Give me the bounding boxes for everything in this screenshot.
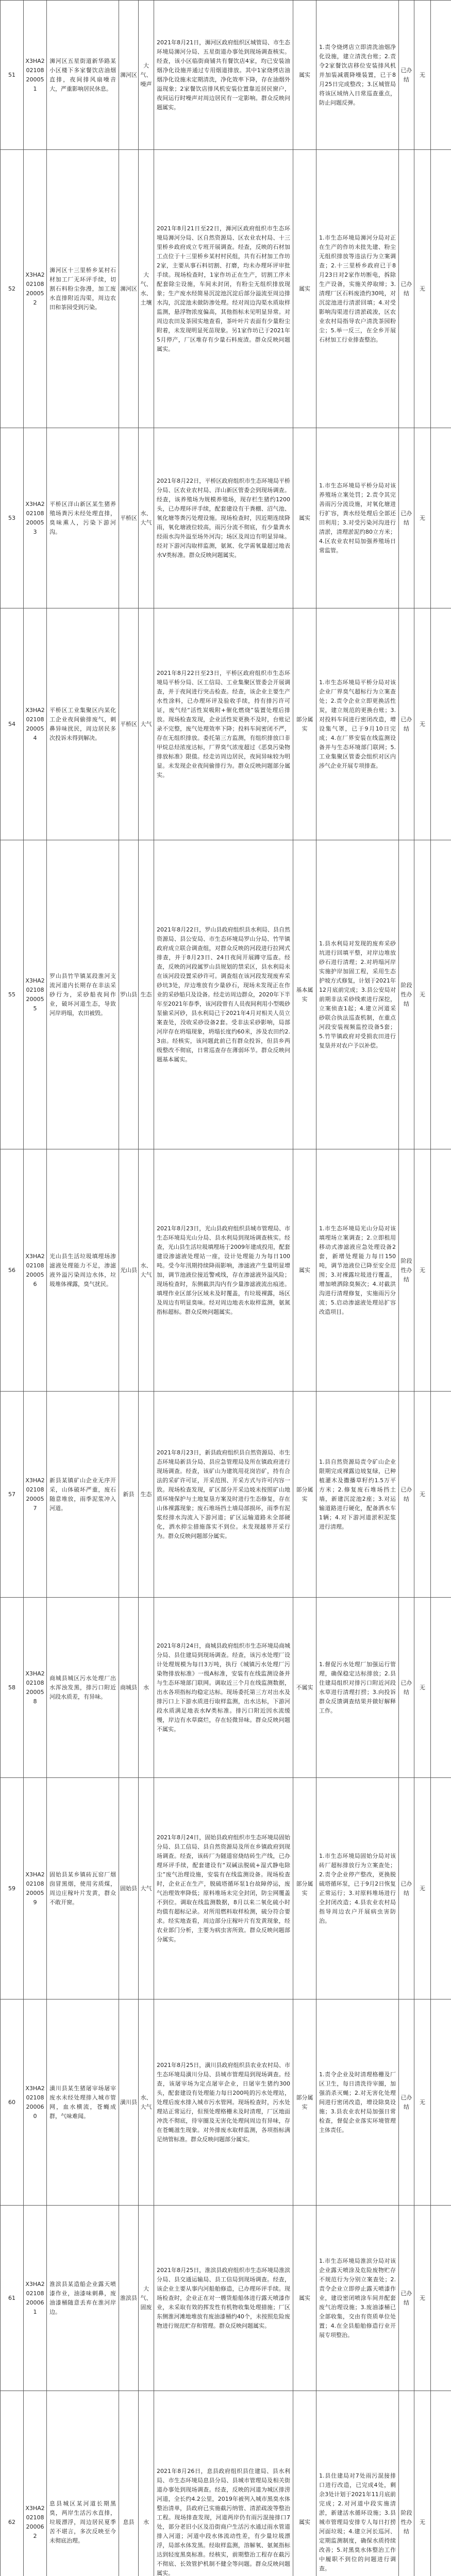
region-cell: 光山县: [119, 1149, 139, 1392]
rectification-cell: 1.责令烧烤店立即清洗油烟净化设施，建立清洗台账；2.责令2家餐饮店移位安装排风机并加装减震降噪装置，已于8月25日完成整改；3.区城管局将该区域纳入日常巡查重点，防止问题反弹。: [316, 1, 399, 150]
case-number-cell: 62: [1, 2391, 24, 2576]
table-row: [1, 2206, 451, 2391]
accountability-cell: 无: [414, 1392, 431, 1598]
case-number-cell: 59: [1, 1778, 24, 1999]
pollution-type-cell: 水、大气: [139, 1999, 154, 2206]
case-number-cell: 60: [1, 1999, 24, 2206]
remark-cell: [431, 2391, 451, 2576]
case-table-body: [1, 1, 451, 2576]
case-number-cell: 52: [1, 150, 24, 428]
case-number-cell: 61: [1, 2206, 24, 2391]
remark-cell: [431, 2206, 451, 2391]
rectification-cell: 1.市生态环境局固始分局对该砖厂超标排放行为立案查处；2.责令企业停产整改，更换脱硫塔循环泵，已于9月2日恢复正常运行；3.对原料堆场进行全封闭改造；4.县农业农村局指导周边农户开展病虫害防治。: [316, 1778, 399, 1999]
case-id-cell: X3HA202108200055: [24, 840, 47, 1149]
completion-status-cell: 已办结: [399, 1, 414, 150]
region-cell: 商城县: [119, 1598, 139, 1778]
complaint-description-cell: 固始县某乡镇砖瓦窑厂烟囱冒黑烟，使用劣质煤，周边庄稼叶片发黄，群众不敢开窗。: [47, 1778, 119, 1999]
investigation-cell: 2021年8月21日至22日，浉河区政府组织市生态环境局浉河分局、区自然资源局、区农业农村局、十三里桥乡政府成立专班开展调查。经查，反映的石材加工点位于十三里桥乡某村村民组，共有石材加工作坊2家，主要从事石料切割、打磨，均未办理环评审批手续。现场检查时，1家作坊正在生产，切割工序未配套除尘设施，车间未封闭，有粉尘无组织排放现象；生产废水经简易沉淀池沉淀后部分溢流至周边排水沟，沉淀池未做防渗处理。经对周边沟渠水质取样监测，悬浮物浓度偏高，其他指标未见明显异常。对周边农田及茶园实地查看，茶叶叶片表面有少量粉尘附着，未发现明显死苗现象。另1家作坊已于2021年5月停产，厂区堆存有少量石料废渣。群众反映问题属实。: [154, 150, 293, 428]
investigation-cell: 2021年8月24日，固始县政府组织市生态环境局固始分局、县工信局、县自然资源局及所在乡镇政府到现场调查。经查，该砖厂为隧道窑烧结砖生产线，已办理环评手续，配套建设有“双碱法脱硫+湿式静电除尘”废气治理设施，安装有在线监测设备。现场检查时，企业正在生产，脱硫塔循环泵1台故障停运，废气治理效率降低；原料堆场未完全封闭，防尘网覆盖不到位。调取在线监测数据，8月以来二氧化硫小时均值有超标记录。对所用燃料取样检测，硫分符合要求。经实地查看，周边部分庄稼叶片有发黄现象，经农业部门分析，主要为病虫害所致。群众反映问题部分属实。: [154, 1778, 293, 1999]
region-cell: 息县: [119, 2391, 139, 2576]
verification-result-cell: 基本属实: [293, 840, 316, 1149]
verification-result-cell: 属实: [293, 1, 316, 150]
verification-result-cell: 部分属实: [293, 1999, 316, 2206]
accountability-cell: 无: [414, 2391, 431, 2576]
investigation-cell: 2021年8月22日至23日，平桥区政府组织市生态环境局平桥分局、区工信局、工业集聚区管委会开展调查，并于夜间进行突击检查。经查，该企业主要生产水性涂料，已办理环评及验收手续，持有排污许可证，废气经“活性炭吸附+催化燃烧”装置处理后排放。现场检查发现，企业活性炭更换不及时，台账记录不完整，废气处理效率下降；投料车间密闭不严，存在无组织排放。委托第三方监测，有组织排放口非甲烷总烃浓度达标，厂界臭气浓度超过《恶臭污染物排放标准》限值。经走访周边居民，夜间异味较为明显。未发现企业夜间偷排行为。群众反映问题部分属实。: [154, 608, 293, 840]
complaint-description-cell: 商城县城区污水处理厂出水浑浊发黑，排污口附近河段水质差，有异味。: [47, 1598, 119, 1778]
remark-cell: [431, 1392, 451, 1598]
remark-cell: [431, 428, 451, 608]
remark-cell: [431, 1, 451, 150]
complaint-description-cell: 平桥区洋山新区某生猪养殖场粪污未经处理直排，臭味熏人，污染下游河沟。: [47, 428, 119, 608]
case-id-cell: X3HA202108200053: [24, 428, 47, 608]
pollution-type-cell: 生态: [139, 1392, 154, 1598]
investigation-cell: 2021年8月22日，罗山县政府组织县水利局、县自然资源局、县公安局、市生态环境局罗山分局、竹竿镇政府成立联合调查组，对群众反映的河段进行拉网式排查，并于8月23日、24日夜间开展蹲守巡查。经查，反映的河段属罗山县规划的禁采区，县水利局未在该河段设置采砂许可。调查组在该河段发现废弃采砂坑3处，岸边堆放有少量砂石，现场未发现正在作业的采砂船只及设备。经走访周边群众，2020年下半年至2021年春季，该河段曾有人员夜间利用小型吸砂泵偷采河砂，县水利局已于2021年4月对相关人员立案查处，没收采砂设备2套。受非法采砂影响，局部河岸存在坍塌现象，坍塌长度约60米，涉及农田约2.3亩。经核实，该问题此前已有群众投诉，但县乡两级整改不彻底，日常巡查存在薄弱环节。群众反映问题基本属实。: [154, 840, 293, 1149]
accountability-cell: 无: [414, 1999, 431, 2206]
pollution-type-cell: 水、大气: [139, 1149, 154, 1392]
region-cell: 淮滨县: [119, 2206, 139, 2391]
case-number-cell: 57: [1, 1392, 24, 1598]
completion-status-cell: 已办结: [399, 1999, 414, 2206]
complaint-description-cell: 浉河区十三里桥乡某村石材加工厂无环评手续，切割石料粉尘弥漫，加工废水直排附近沟渠，周边农田和茶园受到污染。: [47, 150, 119, 428]
pollution-type-cell: 水: [139, 1598, 154, 1778]
verification-result-cell: 属实: [293, 2391, 316, 2576]
accountability-cell: 无: [414, 428, 431, 608]
table-row: [1, 2391, 451, 2576]
accountability-cell: 无: [414, 608, 431, 840]
pollution-type-cell: 大气、固废: [139, 2206, 154, 2391]
verification-result-cell: 部分属实: [293, 1392, 316, 1598]
remark-cell: [431, 608, 451, 840]
case-id-cell: X3HA202108200051: [24, 1, 47, 150]
case-id-cell: X3HA202108200060: [24, 1999, 47, 2206]
table-row: [1, 1, 451, 150]
completion-status-cell: 已办结: [399, 150, 414, 428]
table-row: [1, 150, 451, 428]
region-cell: 平桥区: [119, 428, 139, 608]
table-row: [1, 1999, 451, 2206]
region-cell: 潢川县: [119, 1999, 139, 2206]
investigation-cell: 2021年8月21日，浉河区政府组织区城管局、市生态环境局浉河分局、五星街道办事处到现场调查核实。经查，该小区临街商铺共有餐饮店4家，均已安装油烟净化设施并通过专用烟道排放。其中1家烧烤店油烟净化设施未定期清洗，净化效率下降，存在油烟外溢现象；2家餐饮店排风机安装位置靠近居民窗户，夜间运行时噪声对周边居民有一定影响。群众反映问题属实。: [154, 1, 293, 150]
rectification-cell: 1.市生态环境局光山分局对该填埋场立案调查；2.立即租用移动式渗滤液应急处理设备2套，新增处理能力每日150吨，调节池液位已降至安全范围；3.对裸露垃圾进行覆盖，增加喷洒除臭频次；4.对截洪沟进行清理修复，实施雨污分流；5.启动渗滤液处理站扩容改造项目。: [316, 1149, 399, 1392]
case-id-cell: X3HA202108200062: [24, 2391, 47, 2576]
verification-result-cell: 部分属实: [293, 1778, 316, 1999]
completion-status-cell: 已办结: [399, 1778, 414, 1999]
verification-result-cell: 属实: [293, 428, 316, 608]
table-row: [1, 1778, 451, 1999]
case-id-cell: X3HA202108200052: [24, 150, 47, 428]
rectification-cell: 1.县水利局对发现的废弃采砂坑进行回填平整，对岸边堆放砂石进行清理；2.对坍塌河岸实施护岸加固工程，采用生态护坡方式修复，计划于2021年12月底前完成；3.县公安局对前期非法采砂线索进行深挖，立案侦查1起；4.建立河道采砂联合执法巡查机制，在重点河段安装视频监控设备5套；5.竹竿镇政府对受损农田进行复垦并对农户予以补偿。: [316, 840, 399, 1149]
investigation-cell: 2021年8月23日，光山县政府组织县城市管理局、市生态环境局光山分局、县水利局到现场调查核实。经查，光山县生活垃圾填埋场于2009年建成投用，配套建设渗滤液处理站一座，设计处理能力为每日100吨。受今年汛期持续降雨影响，渗滤液产生量明显增加，调节池液位接近警戒线，存在渗滤液外溢风险；现场检查时，东侧截洪沟内有少量渗滤液流出痕迹。填埋作业区部分区域未及时覆盖，有垃圾裸露，场区及周边有明显臭味。经对周边地表水取样监测，氨氮指标超标。群众反映问题属实。: [154, 1149, 293, 1392]
remark-cell: [431, 1598, 451, 1778]
remark-cell: [431, 1149, 451, 1392]
table-row: [1, 428, 451, 608]
accountability-cell: 无: [414, 150, 431, 428]
complaint-description-cell: 淮滨县某造船企业露天喷漆作业，油漆味刺鼻，废油漆桶随意丢弃在淮河岸边。: [47, 2206, 119, 2391]
pollution-type-cell: 大气、水、土壤: [139, 150, 154, 428]
accountability-cell: 无: [414, 1778, 431, 1999]
rectification-cell: 1.县住建局对7处雨污混接排口进行改造，已完成4处，剩余3处计划于2021年11月底前完成；2.对河道中段实施清淤，新建活水循环设施；3.县城市管理局安排专人每日打捞河面垃圾；4.建立河长巡河、定期监测制度，确保水质持续改善；5.对黑臭水体整治工作中履职不到位的问题进行调查。: [316, 2391, 399, 2576]
investigation-cell: 2021年8月26日，息县政府组织县住建局、县水利局、市生态环境局息县分局、县城市管理局及相关街道办事处到现场调查。经查，反映的河道为城区排涝河道，全长约4.2公里，2019年被列入城市黑臭水体整治清单，县政府已实施截污纳管、清淤疏浚等整治工程。现场排查发现，河道两岸仍有雨污混接排口7处，部分老旧小区及沿街商户生活污水通过雨水管道排入河道；河道中段水体流动性差，有少量垃圾漂浮，局部水体发黑。经取样监测，溶解氧、氨氮指标达到轻度黑臭标准。经核实，前期整治工程存在截污不彻底、长效管护机制不健全等问题。群众反映问题属实。: [154, 2391, 293, 2576]
remark-cell: [431, 1999, 451, 2206]
table-row: [1, 1149, 451, 1392]
case-number-cell: 55: [1, 840, 24, 1149]
case-id-cell: X3HA202108200061: [24, 2206, 47, 2391]
accountability-cell: 无: [414, 2206, 431, 2391]
pollution-type-cell: 生态: [139, 840, 154, 1149]
complaint-description-cell: 光山县生活垃圾填埋场渗滤液处理能力不足，渗滤液外溢污染周边水体，垃圾堆体裸露，臭气扰民。: [47, 1149, 119, 1392]
investigation-cell: 2021年8月23日，新县政府组织县自然资源局、市生态环境局新县分局、县应急管理局及所在镇政府进行现场调查。经查，该矿山为建筑用花岗岩矿，持有合法的采矿许可证，开采范围、开采方式与许可内容一致。现场检查发现，矿区部分开采边坡未按照矿山地质环境保护与土地复垦方案及时进行生态修复，存在山体裸露现象；废石堆场挡土墙局部损坏，雨季有泥浆经排水沟流入下游河道；矿区运输道路未全部硬化，洒水抑尘措施落实不到位。未发现越界开采行为。群众反映问题部分属实。: [154, 1392, 293, 1598]
complaint-description-cell: 平桥区工业集聚区内某化工企业夜间偷排废气，刺鼻异味扰民，周边居民多次投诉未得到解决。: [47, 608, 119, 840]
completion-status-cell: 已办结: [399, 1392, 414, 1598]
case-id-cell: X3HA202108200057: [24, 1392, 47, 1598]
verification-result-cell: 部分属实: [293, 608, 316, 840]
pollution-type-cell: 大气: [139, 1778, 154, 1999]
pollution-type-cell: 大气: [139, 608, 154, 840]
case-id-cell: X3HA202108200054: [24, 608, 47, 840]
remark-cell: [431, 840, 451, 1149]
verification-result-cell: 属实: [293, 2206, 316, 2391]
rectification-cell: 1.责令企业及时清理格栅及厂区卫生，每日清洗待宰圈，加强消杀灭蝇；2.对无害化处理间进行密闭改造，增设除臭设施；3.县农业农村局加强日常检查，督促企业落实环境管理主体责任。: [316, 1999, 399, 2206]
rectification-cell: 1.督促污水处理厂加强运行管理，确保稳定达标排放；2.县住建局组织对排污口附近河段水草进行清理打捞；3.向投诉群众反馈调查结果并做好解释工作。: [316, 1598, 399, 1778]
investigation-cell: 2021年8月25日，潢川县政府组织县农业农村局、市生态环境局潢川分局、县城市管理局到现场调查。经查，该屠宰场为定点屠宰企业，日屠宰生猪约300头，配套建设有处理能力每日200吨的污水处理站，处理后废水排入城市污水管网。现场检查时，污水处理站正常运行，但预处理格栅未及时清理，厂区地面冲洗不彻底，待宰圈及无害化处理间周边有异味，存在苍蝇滋生现象。对外排废水取样监测，各项指标满足纳管标准。群众反映问题部分属实。: [154, 1999, 293, 2206]
pollution-type-cell: 水、大气: [139, 428, 154, 608]
complaint-description-cell: 潢川县某生猪屠宰场屠宰废水未经处理排入城市管网，血水横流，苍蝇成群，气味难闻。: [47, 1999, 119, 2206]
case-number-cell: 58: [1, 1598, 24, 1778]
verification-result-cell: 不属实: [293, 1598, 316, 1778]
region-cell: 浉河区: [119, 1, 139, 150]
case-number-cell: 51: [1, 1, 24, 150]
completion-status-cell: 已办结: [399, 428, 414, 608]
case-number-cell: 56: [1, 1149, 24, 1392]
completion-status-cell: 阶段性办结: [399, 2391, 414, 2576]
pollution-type-cell: 水: [139, 2391, 154, 2576]
region-cell: 新县: [119, 1392, 139, 1598]
accountability-cell: 无: [414, 1598, 431, 1778]
completion-status-cell: 已办结: [399, 1598, 414, 1778]
complaint-description-cell: 浉河区五星街道新华路某小区楼下多家餐饮店油烟直排，夜间排风扇噪音大，严重影响居民休息。: [47, 1, 119, 150]
investigation-cell: 2021年8月22日，平桥区政府组织市生态环境局平桥分局、区农业农村局、洋山新区管委会到现场调查。经查，该养殖场为规模养殖场，现存栏生猪约1200头，已办理环评手续，配套建设有干粪棚、沼气池、氧化塘等粪污处理设施。现场检查时，因近期连续降雨，氧化塘液位较高，雨污分流不彻底，有少量粪水经雨水沟外溢至场外河沟；场区及周边有明显异味。经对下游河沟取样监测，氨氮、化学需氧量超过地表水Ⅴ类标准。群众反映问题属实。: [154, 428, 293, 608]
case-id-cell: X3HA202108200059: [24, 1778, 47, 1999]
region-cell: 固始县: [119, 1778, 139, 1999]
case-id-cell: X3HA202108200056: [24, 1149, 47, 1392]
complaint-description-cell: 息县城区某河道长期黑臭，两岸生活污水直排，垃圾漂浮，周边居民夏季苦不堪言，多次反映至今未彻底治理。: [47, 2391, 119, 2576]
table-row: [1, 1392, 451, 1598]
completion-status-cell: 已办结: [399, 2206, 414, 2391]
rectification-cell: 1.市生态环境局平桥分局对该养殖场立案处罚；2.责令其完善雨污分流设施，对氧化塘进行扩容，粪水经处理后全部还田利用；3.对受污染河沟进行清淤，清理淤泥约80立方米；4.区农业农村局加强养殖场日常监管。: [316, 428, 399, 608]
table-row: [1, 1598, 451, 1778]
region-cell: 浉河区: [119, 150, 139, 428]
investigation-cell: 2021年8月24日，商城县政府组织市生态环境局商城分局、县住建局到现场调查。经查，该污水处理厂设计处理规模为每日3万吨，执行《城镇污水处理厂污染物排放标准》一级A标准，安装有在线监测设备并与生态环境部门联网。调取近三个月在线监测数据，出水各项指标均稳定达标。现场委托第三方对出水及排污口上下游水质进行取样监测，出水达标，下游河段水质满足地表水Ⅳ类标准。排污口附近因水流缓慢，岸边有水草腐烂，存在轻微异味。群众反映问题不属实。: [154, 1598, 293, 1778]
region-cell: 平桥区: [119, 608, 139, 840]
case-number-cell: 54: [1, 608, 24, 840]
table-row: [1, 608, 451, 840]
complaint-description-cell: 罗山县竹竿镇某段淮河支流河道内长期存在非法采砂行为，采砂船夜间作业，破坏河道生态，导致河岸坍塌，农田被毁。: [47, 840, 119, 1149]
rectification-cell: 1.市生态环境局浉河分局对正在生产的作坊未批先建、粉尘无组织排放等违法行为立案调查；2.十三里桥乡政府已于8月23日对2家作坊断电，拆除生产设备，实施关停取缔；3.清理厂区石料废渣约30吨，对沉淀池进行清淤回填；4.对受影响沟渠进行清淤疏浚，区农业农村局指导农户清洗茶园粉尘；5.举一反三，在全乡开展石材加工行业排查整治。: [316, 150, 399, 428]
pollution-type-cell: 大气、噪声: [139, 1, 154, 150]
completion-status-cell: 阶段性办结: [399, 840, 414, 1149]
remark-cell: [431, 1778, 451, 1999]
region-cell: 罗山县: [119, 840, 139, 1149]
verification-result-cell: 属实: [293, 1149, 316, 1392]
accountability-cell: 无: [414, 1149, 431, 1392]
table-row: [1, 840, 451, 1149]
completion-status-cell: 已办结: [399, 608, 414, 840]
remark-cell: [431, 150, 451, 428]
rectification-cell: 1.市生态环境局平桥分局对该企业厂界臭气超标行为立案查处；2.责令企业立即更换活性炭，建立规范的更换台账；3.对投料车间进行密闭改造，增设集气罩，已于9月10日完成；4.在厂界安装在线监测设备并与生态环境部门联网；5.工业集聚区管委会组织对区内涉气企业开展专项排查。: [316, 608, 399, 840]
rectification-cell: 1.市生态环境局淮滨分局对该企业露天喷涂及危险废物贮存不规范行为分别立案查处；2.责令企业立即停止露天喷漆作业，建设密闭喷涂车间并配套废气治理设施；3.废油漆桶已全部收集，交由有资质单位处置；4.在全县船舶修造行业开展专项整治。: [316, 2206, 399, 2391]
complaint-description-cell: 新县某镇矿山企业无序开采，山体破坏严重，废石随意堆放，雨季泥浆冲入河道。: [47, 1392, 119, 1598]
rectification-cell: 1.县自然资源局责令矿山企业限期完成裸露边坡复绿，已种植灌木及撒播草籽约1.5万平方米；2.修复废石堆场挡土墙，新建沉淀池2座；3.对运输道路进行硬化，配备洒水车1辆；4.对下游河道淤积泥浆进行清理。: [316, 1392, 399, 1598]
investigation-cell: 2021年8月25日，淮滨县政府组织市生态环境局淮滨分局、县交通运输局、县工信局到现场调查。经查，该企业主要从事内河船舶修造，已办理环评手续。现场检查时，企业正在对一艘货船船体进行露天喷漆作业，未采取有效的挥发性有机物收集处理措施；厂区东侧淮河滩地堆放有废油漆桶约40个，未按照危险废物进行规范贮存和管理。群众反映问题属实。: [154, 2206, 293, 2391]
case-number-cell: 53: [1, 428, 24, 608]
completion-status-cell: 阶段性办结: [399, 1149, 414, 1392]
verification-result-cell: 属实: [293, 150, 316, 428]
accountability-cell: 无: [414, 1, 431, 150]
accountability-cell: 无: [414, 840, 431, 1149]
case-id-cell: X3HA202108200058: [24, 1598, 47, 1778]
